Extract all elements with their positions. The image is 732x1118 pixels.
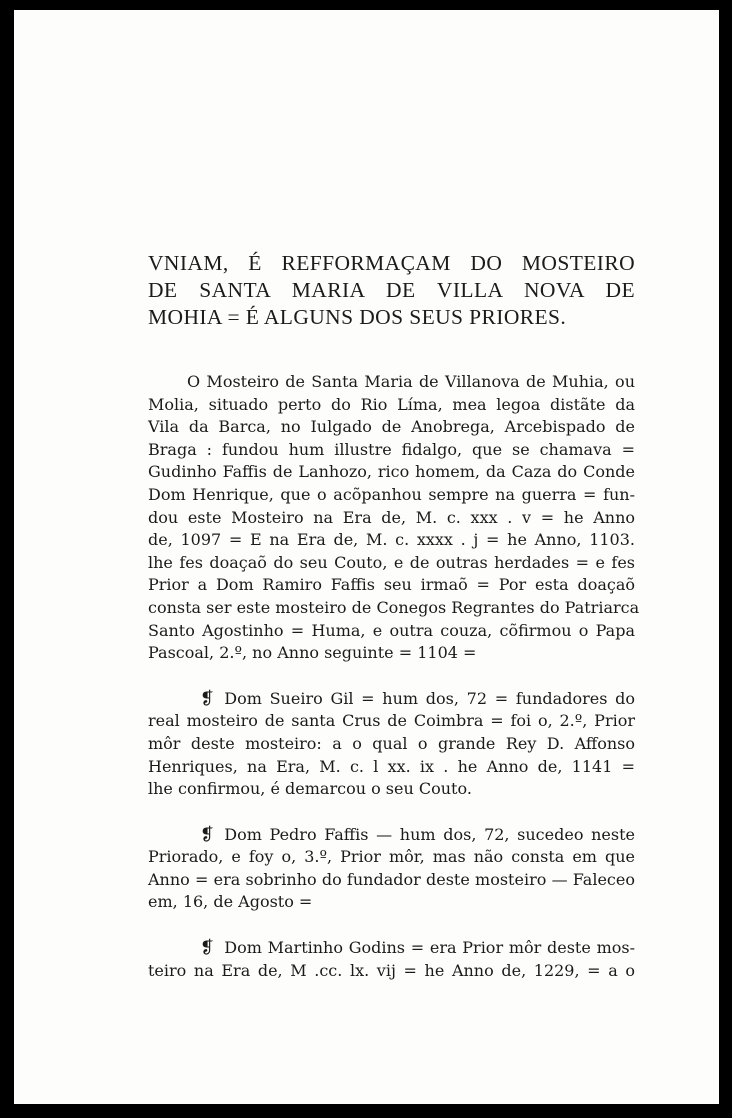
text-line: lhe confirmou, é demarcou o seu Couto. xyxy=(148,779,472,799)
text-line-body: Dom Sueiro Gil = hum dos, 72 = fundadores do xyxy=(224,688,635,708)
paragraph-mark-icon: ❡ xyxy=(200,824,215,845)
text-line xyxy=(148,688,635,711)
text-line: Dom Henrique, que o acõpanhou sempre na guerra = fun- xyxy=(148,484,635,504)
text-line: lhe fes doaçaõ do seu Couto, e de outras herdades = e fes xyxy=(148,552,635,572)
title-line: DE SANTA MARIA DE VILLA NOVA DE xyxy=(148,278,635,302)
text-line: Anno = era sobrinho do fundador deste mosteiro — Faleceo xyxy=(148,869,635,889)
document-body xyxy=(148,250,640,982)
page xyxy=(14,10,719,1104)
text-line: môr deste mosteiro: a o qual o grande Rey D. Affonso xyxy=(148,733,635,753)
paragraph xyxy=(148,371,640,665)
title-line: MOHIA = É ALGUNS DOS SEUS PRIORES. xyxy=(148,305,567,329)
paragraph xyxy=(148,937,635,982)
paragraph xyxy=(148,824,635,914)
text-line: Molia, situado perto do Rio Líma, mea legoa distãte da xyxy=(148,394,635,414)
text-line xyxy=(148,824,635,847)
text-line-body: Dom Pedro Faffis — hum dos, 72, sucedeo neste xyxy=(224,824,635,844)
text-line: teiro na Era de, M .cc. lx. vij = he Anno de, 1229, = a o xyxy=(148,960,635,980)
text-line: de, 1097 = E na Era de, M. c. xxxx . j = he Anno, 1103. xyxy=(148,530,635,550)
text-line-body: Dom Martinho Godins = era Prior môr deste mos- xyxy=(224,938,635,958)
text-line: Priorado, e foy o, 3.º, Prior môr, mas não consta em que xyxy=(148,847,635,867)
text-line: Henriques, na Era, M. c. l xx. ix . he Anno de, 1141 = xyxy=(148,756,635,776)
text-line: Prior a Dom Ramiro Faffis seu irmaõ = Por esta doaçaõ xyxy=(148,575,635,595)
text-line xyxy=(148,937,635,960)
text-line: Santo Agostinho = Huma, e outra couza, cõfirmou o Papa xyxy=(148,620,635,640)
text-line: Vila da Barca, no Iulgado de Anobrega, Arcebispado de xyxy=(148,417,635,437)
text-line: consta ser este mosteiro de Conegos Regrantes do Patriarca xyxy=(148,597,640,617)
text-line: dou este Mosteiro na Era de, M. c. xxx . v = he Anno xyxy=(148,507,635,527)
text-line: real mosteiro de santa Crus de Coimbra = foi o, 2.º, Prior xyxy=(148,711,635,731)
text-line: O Mosteiro de Santa Maria de Villanova de Muhia, ou xyxy=(187,372,635,391)
text-line: Braga : fundou hum illustre fidalgo, que se chamava = xyxy=(148,439,635,459)
text-line: Pascoal, 2.º, no Anno seguinte = 1104 = xyxy=(148,643,477,663)
paragraph-mark-icon: ❡ xyxy=(200,688,215,709)
text-line: em, 16, de Agosto = xyxy=(148,892,313,912)
title-line: VNIAM, É REFFORMAÇAM DO MOSTEIRO xyxy=(148,251,635,275)
document-title xyxy=(148,250,635,331)
text-line: Gudinho Faffis de Lanhozo, rico homem, da Caza do Conde xyxy=(148,462,635,482)
paragraph xyxy=(148,688,635,801)
paragraph-mark-icon: ❡ xyxy=(200,938,215,959)
